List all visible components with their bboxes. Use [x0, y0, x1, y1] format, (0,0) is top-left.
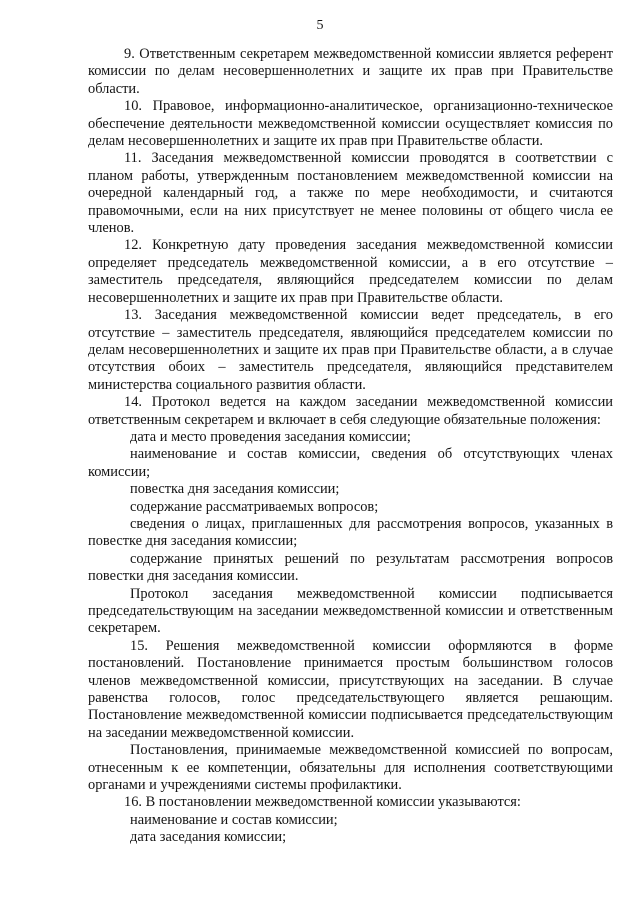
list-item: повестка дня заседания комиссии;	[130, 481, 340, 498]
list-item: сведения о лицах, приглашенных для рассмотрения вопросов, указанных в повестке дня заседания комиссии;	[88, 515, 613, 550]
list-item: содержание рассматриваемых вопросов;	[130, 498, 379, 515]
document-body	[88, 46, 613, 847]
list-item: содержание принятых решений по результатам рассмотрения вопросов повестки дня заседания комиссии.	[88, 550, 613, 585]
paragraph-13: 13. Заседания межведомственной комиссии ведет председатель, в его отсутствие – заместитель председателя, являющийся председателем комиссии по делам несовершеннолетних и защите их прав при Правительстве области, а в случае отсутствия обоих – заместитель председателя, являющийся представителем министерства социального развития области.	[88, 307, 613, 393]
paragraph-16: 16. В постановлении межведомственной комиссии указываются:	[124, 794, 521, 811]
protocol-signature-paragraph: Протокол заседания межведомственной комиссии подписывается председательствующим на заседании межведомственной комиссии и ответственным секретарем.	[88, 585, 613, 637]
paragraph-12: 12. Конкретную дату проведения заседания межведомственной комиссии определяет председатель межведомственной комиссии, а в его отсутствие – заместитель председателя, являющийся председателем комиссии по делам несовершеннолетних и защите их прав при Правительстве области.	[88, 237, 613, 306]
list-item: дата заседания комиссии;	[130, 829, 287, 846]
paragraph-10: 10. Правовое, информационно-аналитическое, организационно-техническое обеспечение деятельности межведомственной комиссии осуществляет комиссия по делам несовершеннолетних и защите их прав при Правительстве области.	[88, 98, 613, 150]
paragraph-9: 9. Ответственным секретарем межведомственной комиссии является референт комиссии по делам несовершеннолетних и защите их прав при Правительстве области.	[88, 46, 613, 97]
list-item: дата и место проведения заседания комиссии;	[130, 428, 411, 445]
list-item: наименование и состав комиссии;	[130, 811, 338, 828]
resolutions-paragraph: Постановления, принимаемые межведомственной комиссией по вопросам, отнесенным к ее компетенции, обязательны для исполнения соответствующими органами и учреждениями системы профилактики.	[88, 742, 613, 794]
paragraph-14: 14. Протокол ведется на каждом заседании межведомственной комиссии ответственным секретарем и включает в себя следующие обязательные положения:	[88, 394, 613, 428]
paragraph-15: 15. Решения межведомственной комиссии оформляются в форме постановлений. Постановление принимается простым большинством голосов членов межведомственной комиссии, присутствующих на заседании. В случае равенства голосов, голос председательствующего является решающим. Постановление межведомственной комиссии подписывается председательствующим на заседании межведомственной комиссии.	[88, 637, 613, 741]
paragraph-11: 11. Заседания межведомственной комиссии проводятся в соответствии с планом работы, утвержденным постановлением межведомственной комиссии на очередной календарный год, а также по мере необходимости, и считаются правомочными, если на них присутствует не менее половины от общего числа ее членов.	[88, 150, 613, 237]
page-number: 5	[316, 18, 324, 33]
list-item: наименование и состав комиссии, сведения об отсутствующих членах комиссии;	[88, 446, 613, 480]
